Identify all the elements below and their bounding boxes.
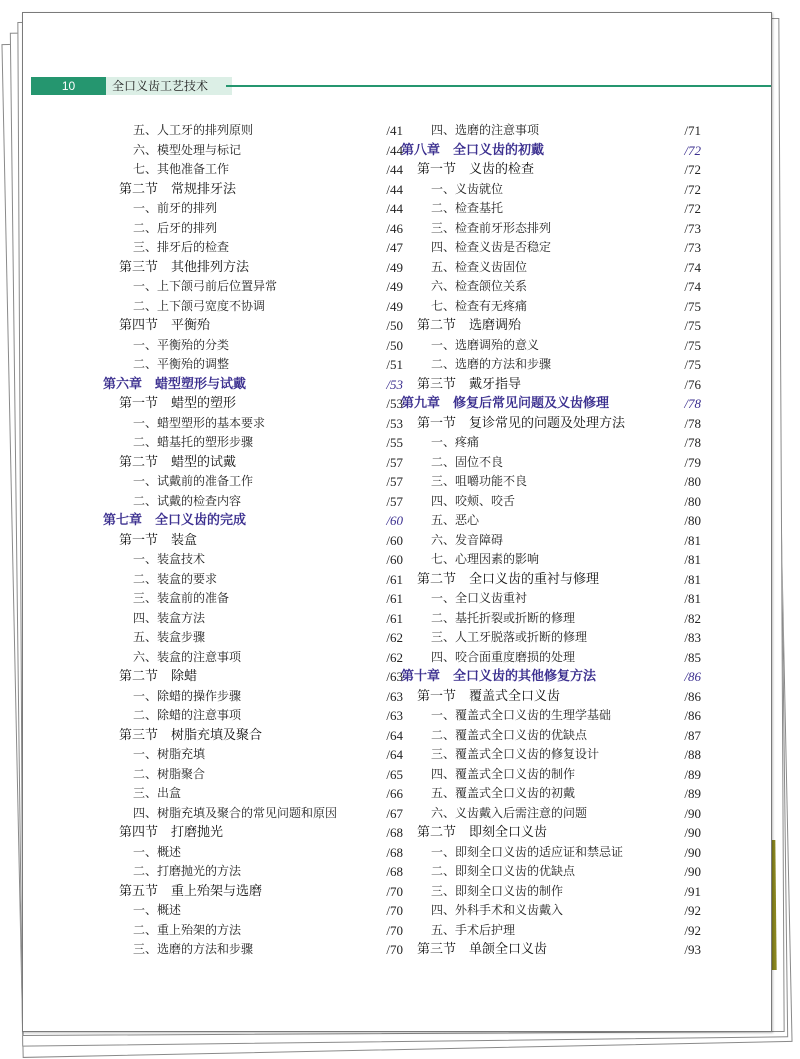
toc-entry-page: /78 <box>684 415 701 431</box>
toc-entry-title: 一、前牙的排列 <box>133 201 218 215</box>
toc-entry-title: 二、平衡殆的调整 <box>133 357 230 371</box>
toc-entry-title: 六、义齿戴入后需注意的问题 <box>431 805 588 820</box>
toc-entry-title: 三、排牙后的检查 <box>133 240 230 254</box>
toc-entry-title: 一、概述 <box>133 903 182 917</box>
toc-entry-page: /61 <box>386 591 403 606</box>
toc-item[interactable] <box>401 589 701 609</box>
toc-entry-title: 四、选磨的注意事项 <box>431 123 540 137</box>
toc-entry-title: 第四节 打磨抛光 <box>119 825 224 840</box>
toc-entry-title: 一、平衡殆的分类 <box>133 337 230 352</box>
toc-item[interactable] <box>401 784 701 804</box>
toc-entry-title: 五、人工牙的排列原则 <box>133 123 254 137</box>
toc-item[interactable] <box>103 765 403 785</box>
toc-entry-page: /91 <box>684 883 701 899</box>
toc-entry-page: /68 <box>386 864 403 879</box>
toc-item[interactable] <box>103 589 403 609</box>
toc-entry-page: /70 <box>386 922 403 938</box>
toc-entry-title: 第二节 蜡型的试戴 <box>119 454 237 470</box>
toc-entry-page: /63 <box>386 669 403 684</box>
toc-item[interactable] <box>103 219 403 239</box>
toc-entry-page: /57 <box>386 454 403 470</box>
toc-entry-page: /55 <box>386 435 403 450</box>
toc-section[interactable] <box>401 940 701 960</box>
toc-item[interactable] <box>401 492 701 512</box>
toc-entry-page: /60 <box>386 513 403 528</box>
toc-item[interactable] <box>103 609 403 629</box>
toc-item[interactable] <box>103 297 403 317</box>
toc-entry-title: 一、试戴前的准备工作 <box>133 474 254 488</box>
toc-entry-title: 一、义齿就位 <box>431 181 504 196</box>
toc-entry-page: /57 <box>386 474 403 489</box>
toc-entry-title: 七、心理因素的影响 <box>431 552 540 566</box>
toc-item[interactable] <box>103 706 403 726</box>
toc-entry-page: /90 <box>684 844 701 860</box>
toc-item[interactable] <box>401 843 701 863</box>
toc-item[interactable] <box>401 219 701 239</box>
toc-entry-page: /83 <box>684 630 701 645</box>
toc-entry-page: /49 <box>386 279 403 294</box>
toc-entry-title: 五、检查义齿固位 <box>431 259 528 274</box>
toc-entry-page: /86 <box>684 688 701 704</box>
toc-entry-page: /89 <box>684 766 701 782</box>
book-page <box>22 12 772 1032</box>
toc-entry-page: /90 <box>684 825 701 840</box>
toc-item[interactable] <box>401 882 701 902</box>
toc-item[interactable] <box>401 355 701 375</box>
toc-entry-title: 三、即刻全口义齿的制作 <box>431 883 564 898</box>
toc-entry-title: 第八章 全口义齿的初戴 <box>401 142 545 158</box>
toc-chapter[interactable] <box>401 667 701 687</box>
toc-item[interactable] <box>401 277 701 297</box>
toc-entry-title: 二、即刻全口义齿的优缺点 <box>431 864 576 878</box>
toc-entry-page: /47 <box>386 240 403 255</box>
toc-entry-title: 第一节 装盒 <box>119 532 198 548</box>
toc-section[interactable] <box>103 394 403 414</box>
toc-entry-title: 一、选磨调殆的意义 <box>431 337 540 352</box>
toc-entry-title: 二、基托折裂或折断的修理 <box>431 610 576 625</box>
toc-entry-page: /44 <box>386 181 403 197</box>
toc-entry-page: /64 <box>386 727 403 743</box>
toc-entry-title: 一、疼痛 <box>431 435 480 449</box>
toc-item[interactable] <box>103 238 403 258</box>
toc-entry-page: /44 <box>386 142 403 158</box>
toc-entry-title: 第七章 全口义齿的完成 <box>103 513 247 528</box>
toc-entry-title: 五、恶心 <box>431 513 480 527</box>
toc-entry-title: 一、全口义齿重衬 <box>431 591 528 605</box>
toc-entry-page: /81 <box>684 552 701 567</box>
toc-entry-title: 第一节 复诊常见的问题及处理方法 <box>417 415 626 431</box>
toc-entry-title: 二、试戴的检查内容 <box>133 493 242 508</box>
toc-item[interactable] <box>103 414 403 434</box>
toc-entry-page: /82 <box>684 610 701 626</box>
toc-item[interactable] <box>401 511 701 531</box>
toc-entry-page: /81 <box>684 591 701 606</box>
toc-entry-page: /86 <box>684 669 701 684</box>
toc-entry-title: 第二节 选磨调殆 <box>417 318 522 333</box>
toc-section[interactable] <box>103 726 403 746</box>
toc-item[interactable] <box>401 862 701 882</box>
toc-entry-title: 二、固位不良 <box>431 454 504 469</box>
toc-entry-page: /89 <box>684 786 701 801</box>
toc-entry-page: /61 <box>386 610 403 626</box>
toc-entry-title: 三、出盒 <box>133 786 182 800</box>
toc-item[interactable] <box>401 258 701 278</box>
toc-item[interactable] <box>103 550 403 570</box>
toc-entry-page: /63 <box>386 708 403 723</box>
toc-entry-page: /92 <box>684 922 701 938</box>
toc-entry-title: 第三节 树脂充填及聚合 <box>119 727 263 743</box>
toc-entry-title: 第二节 全口义齿的重衬与修理 <box>417 571 600 587</box>
toc-entry-title: 四、咬合面重度磨损的处理 <box>431 649 576 664</box>
toc-entry-title: 四、咬颊、咬舌 <box>431 493 516 508</box>
toc-entry-page: /90 <box>684 805 701 821</box>
toc-entry-page: /72 <box>684 201 701 216</box>
toc-entry-page: /44 <box>386 162 403 177</box>
toc-entry-page: /49 <box>386 298 403 314</box>
toc-item[interactable] <box>103 648 403 668</box>
toc-entry-page: /72 <box>684 142 701 158</box>
toc-item[interactable] <box>401 628 701 648</box>
toc-entry-title: 第四节 平衡殆 <box>119 318 211 333</box>
toc-entry-page: /50 <box>386 337 403 353</box>
toc-entry-page: /57 <box>386 493 403 509</box>
toc-entry-page: /75 <box>684 318 701 333</box>
toc-item[interactable] <box>401 648 701 668</box>
toc-entry-title: 二、上下颌弓宽度不协调 <box>133 298 266 313</box>
toc-item[interactable] <box>103 687 403 707</box>
toc-entry-title: 五、覆盖式全口义齿的初戴 <box>431 786 576 800</box>
toc-entry-title: 三、覆盖式全口义齿的修复设计 <box>431 747 600 761</box>
toc-entry-page: /75 <box>684 298 701 314</box>
toc-item[interactable] <box>401 472 701 492</box>
toc-entry-page: /70 <box>386 903 403 918</box>
toc-entry-page: /51 <box>386 357 403 372</box>
toc-entry-page: /44 <box>386 201 403 216</box>
toc-entry-title: 二、检查基托 <box>431 201 504 215</box>
toc-entry-title: 二、重上殆架的方法 <box>133 922 242 937</box>
toc-section[interactable] <box>103 453 403 473</box>
toc-entry-title: 三、人工牙脱落或折断的修理 <box>431 630 588 644</box>
toc-entry-page: /41 <box>386 123 403 138</box>
toc-entry-title: 一、覆盖式全口义齿的生理学基础 <box>431 708 612 722</box>
toc-entry-page: /62 <box>386 630 403 645</box>
toc-entry-page: /61 <box>386 571 403 587</box>
toc-entry-title: 一、除蜡的操作步骤 <box>133 688 242 703</box>
toc-entry-page: /81 <box>684 532 701 548</box>
toc-section[interactable] <box>103 882 403 902</box>
toc-chapter[interactable] <box>103 511 403 531</box>
toc-entry-title: 一、树脂充填 <box>133 747 206 761</box>
toc-entry-page: /93 <box>684 942 701 957</box>
toc-item[interactable] <box>401 550 701 570</box>
page-number: 10 <box>31 77 106 95</box>
toc-section[interactable] <box>401 316 701 336</box>
toc-entry-title: 二、除蜡的注意事项 <box>133 708 242 722</box>
toc-section[interactable] <box>103 180 403 200</box>
toc-entry-title: 第二节 即刻全口义齿 <box>417 825 548 840</box>
toc-item[interactable] <box>401 726 701 746</box>
toc-entry-title: 三、选磨的方法和步骤 <box>133 942 254 956</box>
toc-entry-title: 二、蜡基托的塑形步骤 <box>133 435 254 449</box>
toc-entry-page: /63 <box>386 688 403 704</box>
toc-entry-page: /87 <box>684 727 701 743</box>
toc-item[interactable] <box>103 160 403 180</box>
toc-entry-page: /80 <box>684 513 701 528</box>
toc-entry-page: /62 <box>386 649 403 665</box>
toc-chapter[interactable] <box>103 375 403 395</box>
toc-item[interactable] <box>103 199 403 219</box>
toc-entry-page: /68 <box>386 825 403 840</box>
toc-entry-title: 第一节 义齿的检查 <box>417 162 535 177</box>
toc-item[interactable] <box>103 784 403 804</box>
toc-entry-title: 四、装盒方法 <box>133 610 206 625</box>
toc-entry-title: 第二节 除蜡 <box>119 669 198 684</box>
toc-entry-page: /46 <box>386 220 403 236</box>
toc-entry-page: /86 <box>684 708 701 723</box>
toc-entry-page: /75 <box>684 337 701 353</box>
toc-entry-page: /76 <box>684 376 701 392</box>
toc-entry-page: /74 <box>684 259 701 275</box>
toc-entry-title: 六、发音障碍 <box>431 532 504 547</box>
toc-item[interactable] <box>401 199 701 219</box>
toc-item[interactable] <box>401 238 701 258</box>
toc-entry-page: /53 <box>386 415 403 431</box>
toc-entry-title: 一、装盒技术 <box>133 552 206 566</box>
toc-item[interactable] <box>103 921 403 941</box>
toc-entry-title: 第二节 常规排牙法 <box>119 181 237 197</box>
toc-entry-page: /53 <box>386 376 403 392</box>
toc-entry-page: /65 <box>386 766 403 782</box>
toc-entry-page: /60 <box>386 552 403 567</box>
toc-entry-title: 第六章 蜡型塑形与试戴 <box>103 376 247 392</box>
toc-item[interactable] <box>103 843 403 863</box>
toc-item[interactable] <box>103 355 403 375</box>
toc-section[interactable] <box>103 667 403 687</box>
toc-entry-page: /73 <box>684 240 701 255</box>
toc-column-right <box>401 121 701 960</box>
toc-entry-title: 二、后牙的排列 <box>133 220 218 235</box>
toc-entry-page: /73 <box>684 220 701 236</box>
toc-item[interactable] <box>401 433 701 453</box>
toc-entry-title: 七、检查有无疼痛 <box>431 298 528 313</box>
toc-item[interactable] <box>103 472 403 492</box>
toc-section[interactable] <box>401 570 701 590</box>
toc-entry-page: /85 <box>684 649 701 665</box>
toc-item[interactable] <box>103 336 403 356</box>
toc-entry-title: 第十章 全口义齿的其他修复方法 <box>401 669 597 684</box>
toc-entry-title: 四、检查义齿是否稳定 <box>431 240 552 254</box>
toc-item[interactable] <box>103 745 403 765</box>
toc-item[interactable] <box>103 121 403 141</box>
toc-item[interactable] <box>401 804 701 824</box>
toc-entry-title: 第五节 重上殆架与选磨 <box>119 883 263 899</box>
toc-entry-title: 一、即刻全口义齿的适应证和禁忌证 <box>431 844 624 859</box>
toc-chapter[interactable] <box>401 394 701 414</box>
toc-entry-page: /64 <box>386 747 403 762</box>
toc-entry-title: 第三节 戴牙指导 <box>417 376 522 392</box>
toc-entry-title: 第三节 其他排列方法 <box>119 259 250 275</box>
toc-item[interactable] <box>103 433 403 453</box>
toc-entry-title: 六、模型处理与标记 <box>133 142 242 157</box>
toc-entry-title: 二、树脂聚合 <box>133 766 206 781</box>
toc-item[interactable] <box>103 901 403 921</box>
toc-item[interactable] <box>401 121 701 141</box>
toc-section[interactable] <box>103 531 403 551</box>
toc-entry-page: /92 <box>684 903 701 918</box>
toc-item[interactable] <box>103 277 403 297</box>
toc-entry-title: 三、咀嚼功能不良 <box>431 474 528 488</box>
toc-section[interactable] <box>401 687 701 707</box>
toc-entry-page: /70 <box>386 883 403 899</box>
toc-item[interactable] <box>401 706 701 726</box>
header-rule <box>226 85 771 87</box>
toc-item[interactable] <box>401 180 701 200</box>
toc-item[interactable] <box>401 745 701 765</box>
toc-item[interactable] <box>401 921 701 941</box>
toc-entry-title: 五、手术后护理 <box>431 922 516 937</box>
toc-entry-title: 四、外科手术和义齿戴入 <box>431 903 564 917</box>
toc-entry-page: /70 <box>386 942 403 957</box>
toc-item[interactable] <box>103 940 403 960</box>
toc-entry-page: /80 <box>684 474 701 489</box>
toc-section[interactable] <box>401 823 701 843</box>
toc-entry-title: 三、检查前牙形态排列 <box>431 220 552 235</box>
toc-entry-page: /79 <box>684 454 701 470</box>
book-title: 全口义齿工艺技术 <box>106 77 232 95</box>
running-header <box>31 77 771 95</box>
toc-section[interactable] <box>103 258 403 278</box>
toc-chapter[interactable] <box>401 141 701 161</box>
toc-entry-page: /68 <box>386 844 403 860</box>
toc-entry-title: 第九章 修复后常见问题及义齿修理 <box>401 396 610 411</box>
toc-section[interactable] <box>401 375 701 395</box>
toc-section[interactable] <box>401 414 701 434</box>
toc-entry-title: 二、选磨的方法和步骤 <box>431 357 552 371</box>
toc-entry-title: 五、装盒步骤 <box>133 630 206 644</box>
toc-item[interactable] <box>103 492 403 512</box>
toc-entry-page: /53 <box>386 396 403 411</box>
toc-item[interactable] <box>103 862 403 882</box>
toc-section[interactable] <box>103 823 403 843</box>
toc-section[interactable] <box>103 316 403 336</box>
toc-entry-page: /88 <box>684 747 701 762</box>
toc-entry-title: 六、装盒的注意事项 <box>133 649 242 664</box>
toc-entry-page: /80 <box>684 493 701 509</box>
toc-entry-title: 二、覆盖式全口义齿的优缺点 <box>431 727 588 742</box>
toc-entry-page: /49 <box>386 259 403 275</box>
toc-entry-page: /75 <box>684 357 701 372</box>
toc-entry-page: /78 <box>684 435 701 450</box>
toc-entry-title: 四、树脂充填及聚合的常见问题和原因 <box>133 805 338 820</box>
toc-entry-page: /78 <box>684 396 701 411</box>
toc-item[interactable] <box>401 297 701 317</box>
toc-entry-title: 一、蜡型塑形的基本要求 <box>133 415 266 430</box>
toc-entry-page: /66 <box>386 786 403 801</box>
toc-entry-page: /74 <box>684 279 701 294</box>
toc-entry-title: 四、覆盖式全口义齿的制作 <box>431 766 576 781</box>
toc-column-left <box>103 121 403 960</box>
toc-item[interactable] <box>103 804 403 824</box>
toc-item[interactable] <box>401 765 701 785</box>
toc-entry-title: 七、其他准备工作 <box>133 162 230 176</box>
toc-item[interactable] <box>401 453 701 473</box>
toc-entry-title: 六、检查颌位关系 <box>431 279 528 293</box>
toc-entry-title: 二、打磨抛光的方法 <box>133 864 242 878</box>
toc-item[interactable] <box>401 609 701 629</box>
toc-item[interactable] <box>103 141 403 161</box>
toc-item[interactable] <box>401 531 701 551</box>
toc-section[interactable] <box>401 160 701 180</box>
toc-entry-page: /72 <box>684 181 701 197</box>
toc-entry-title: 第三节 单颌全口义齿 <box>417 942 548 957</box>
toc-entry-page: /60 <box>386 532 403 548</box>
toc-entry-title: 第一节 覆盖式全口义齿 <box>417 688 561 704</box>
toc-entry-title: 一、上下颌弓前后位置异常 <box>133 279 278 293</box>
toc-item[interactable] <box>401 901 701 921</box>
toc-item[interactable] <box>103 628 403 648</box>
toc-entry-page: /71 <box>684 123 701 138</box>
toc-entry-title: 第一节 蜡型的塑形 <box>119 396 237 411</box>
toc-entry-title: 一、概述 <box>133 844 182 859</box>
toc-entry-page: /90 <box>684 864 701 879</box>
toc-entry-page: /67 <box>386 805 403 821</box>
toc-item[interactable] <box>401 336 701 356</box>
toc-entry-title: 三、装盒前的准备 <box>133 591 230 605</box>
toc-entry-page: /50 <box>386 318 403 333</box>
toc-entry-title: 二、装盒的要求 <box>133 571 218 586</box>
toc-item[interactable] <box>103 570 403 590</box>
toc-entry-page: /72 <box>684 162 701 177</box>
toc-entry-page: /81 <box>684 571 701 587</box>
